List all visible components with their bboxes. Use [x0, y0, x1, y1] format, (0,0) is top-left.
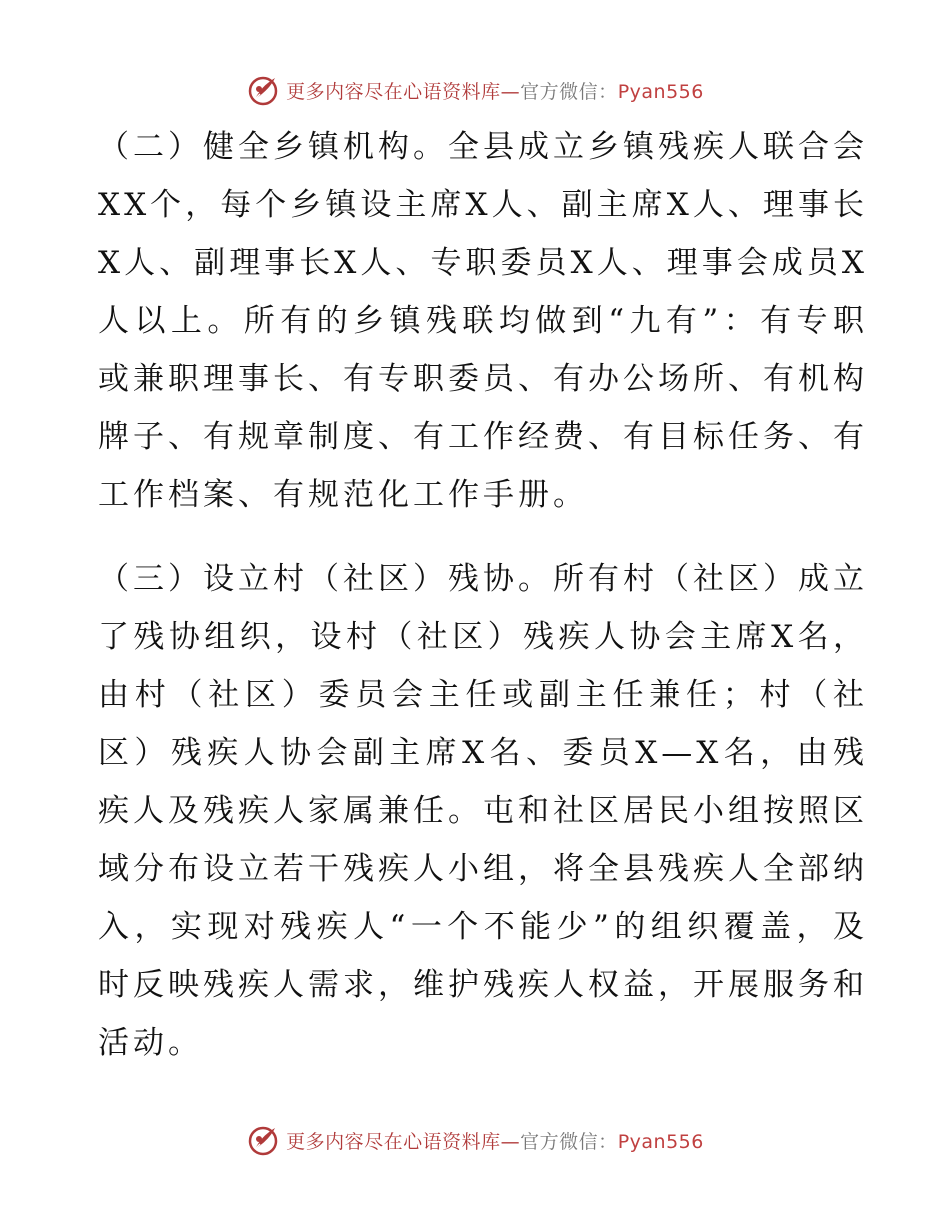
banner-main-text: 更多内容尽在心语资料库 [286, 80, 501, 103]
banner-main-text: 更多内容尽在心语资料库 [286, 1130, 501, 1153]
banner-wechat-id: Pyan556 [617, 80, 704, 103]
header-watermark [0, 70, 950, 110]
banner-wechat-label: 官方微信： [520, 80, 618, 103]
document-body [98, 118, 868, 1072]
banner-dash: — [500, 80, 521, 103]
footer-watermark [0, 1120, 950, 1160]
paragraph-village-association: （三）设立村（社区）残协。所有村（社区）成立了残协组织，设村（社区）残疾人协会主席X名，由村（社区）委员会主任或副主任兼任；村（社区）残疾人协会副主席X名、委员X—X名，由残疾人及残疾人家属兼任。屯和社区居民小组按照区域分布设立若干残疾人小组，将全县残疾人全部纳入，实现对残疾人“一个不能少”的组织覆盖，及时反映残疾人需求，维护残疾人权益，开展服务和活动。 [98, 561, 868, 1061]
banner-dash: — [500, 1130, 521, 1153]
banner-wechat-label: 官方微信： [520, 1130, 618, 1153]
quill-logo-icon [246, 1123, 280, 1157]
quill-logo-icon [246, 73, 280, 107]
paragraph-township-organization: （二）健全乡镇机构。全县成立乡镇残疾人联合会XX个，每个乡镇设主席X人、副主席X人、理事长X人、副理事长X人、专职委员X人、理事会成员X人以上。所有的乡镇残联均做到“九有”：有专职或兼职理事长、有专职委员、有办公场所、有机构牌子、有规章制度、有工作经费、有目标任务、有工作档案、有规范化工作手册。 [98, 129, 868, 513]
banner-wechat-id: Pyan556 [617, 1130, 704, 1153]
